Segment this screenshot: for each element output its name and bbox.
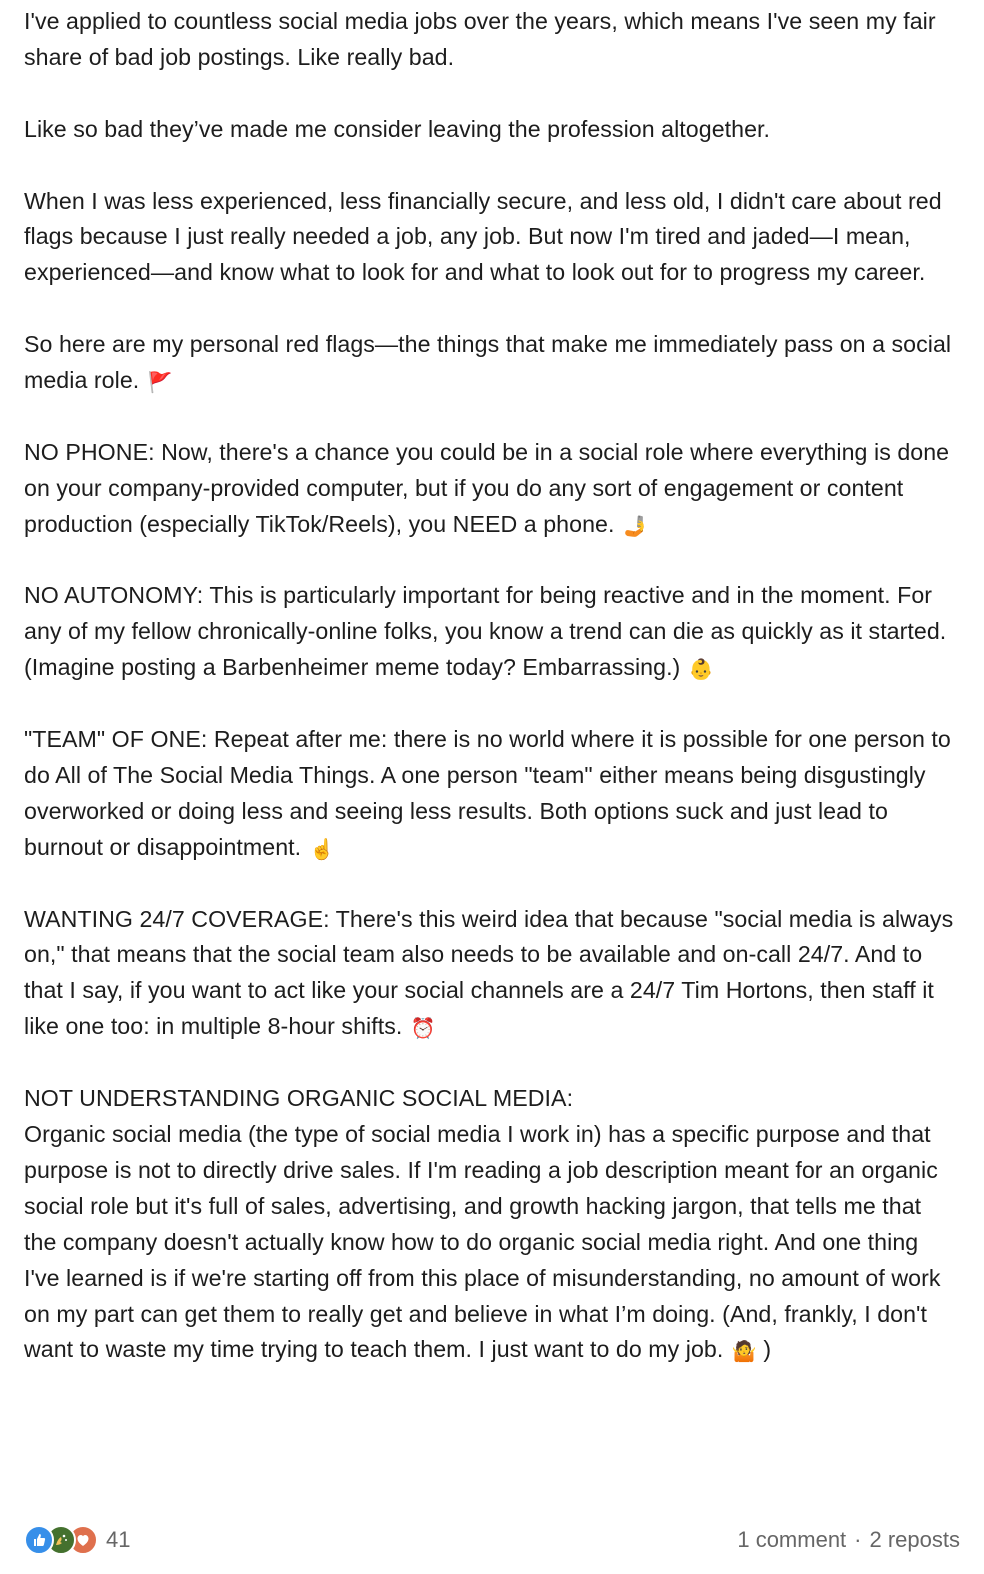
post-body bbox=[24, 4, 960, 1368]
paragraph-text: "TEAM" OF ONE: Repeat after me: there is no world where it is possible for one person to do All of The Social Media Things. A one person "team" either means being disgustingly overworked or doing less and seeing less results. Both options suck and just lead to burnout or disappointment. bbox=[24, 726, 958, 860]
post-paragraph bbox=[24, 327, 960, 399]
paragraph-text: Like so bad they’ve made me consider leaving the profession altogether. bbox=[24, 115, 771, 142]
separator-dot: · bbox=[854, 1527, 862, 1552]
like-icon bbox=[24, 1525, 54, 1555]
selfie-emoji: 🤳 bbox=[622, 515, 648, 538]
post-paragraph bbox=[24, 184, 960, 292]
paragraph-text: So here are my personal red flags—the things that make me immediately pass on a social media role. bbox=[24, 331, 958, 394]
paragraph-suffix: ) bbox=[756, 1336, 772, 1363]
reactions-summary[interactable] bbox=[24, 1525, 130, 1555]
post-paragraph bbox=[24, 112, 960, 148]
baby-emoji: 👶 bbox=[688, 659, 714, 682]
social-activity-bar bbox=[24, 1522, 960, 1558]
post-paragraph bbox=[24, 435, 960, 543]
index-pointing-up-emoji: ☝️ bbox=[309, 838, 335, 861]
red-flag-emoji: 🚩 bbox=[147, 372, 173, 395]
comments-count-link[interactable]: 1 comment bbox=[737, 1527, 847, 1552]
paragraph-text: WANTING 24/7 COVERAGE: There's this weird idea that because "social media is always on," that means that the social team also needs to be available and on-call 24/7. And to that I say, if you want to act like your social channels are a 24/7 Tim Hortons, then staff it like one too: in multiple 8-hour shifts. bbox=[24, 905, 960, 1040]
paragraph-text: NO AUTONOMY: This is particularly important for being reactive and in the moment. For any of my fellow chronically-online folks, you know a trend can die as quickly as it started. (Imagine posting a Barbenheimer meme today? Embarrassing.) bbox=[24, 582, 953, 681]
alarm-clock-emoji: ⏰ bbox=[410, 1018, 436, 1041]
reposts-count-link[interactable]: 2 reposts bbox=[869, 1527, 960, 1552]
paragraph-text: When I was less experienced, less financially secure, and less old, I didn't care about red flags because I just really needed a job, any job. But now I'm tired and jaded—I mean, experienced—and know what to look for and what to look out for to progress my career. bbox=[24, 187, 949, 286]
paragraph-text: NOT UNDERSTANDING ORGANIC SOCIAL MEDIA: Organic social media (the type of social media I work in) has a specific purpose and that purpose is not to directly drive sales. If I'm reading a job description meant for an organic social role but it's full of sales, advertising, and growth hacking jargon, that tells me that the company doesn't actually know how to do organic social media right. And one thing I've learned is if we're starting off from this place of misunderstanding, no amount of work on my part can get them to really get and believe in what I’m doing. (And, frankly, I don't want to waste my time trying to teach them. I just want to do my job. bbox=[24, 1085, 941, 1363]
paragraph-text: I've applied to countless social media jobs over the years, which means I've seen my fair share of bad job postings. Like really bad. bbox=[24, 8, 943, 70]
reaction-icons bbox=[24, 1525, 98, 1555]
shrug-emoji: 🤷 bbox=[731, 1341, 757, 1364]
post-paragraph bbox=[24, 578, 960, 686]
post-paragraph bbox=[24, 1081, 960, 1368]
post-paragraph bbox=[24, 4, 960, 76]
paragraph-text: NO PHONE: Now, there's a chance you could be in a social role where everything is done on your company-provided computer, but if you do any sort of engagement or content production (especially TikTok/Reels), you NEED a phone. bbox=[24, 438, 956, 537]
post-paragraph bbox=[24, 722, 960, 866]
post-paragraph bbox=[24, 902, 960, 1046]
social-counts bbox=[737, 1527, 960, 1553]
reaction-count: 41 bbox=[106, 1527, 131, 1552]
